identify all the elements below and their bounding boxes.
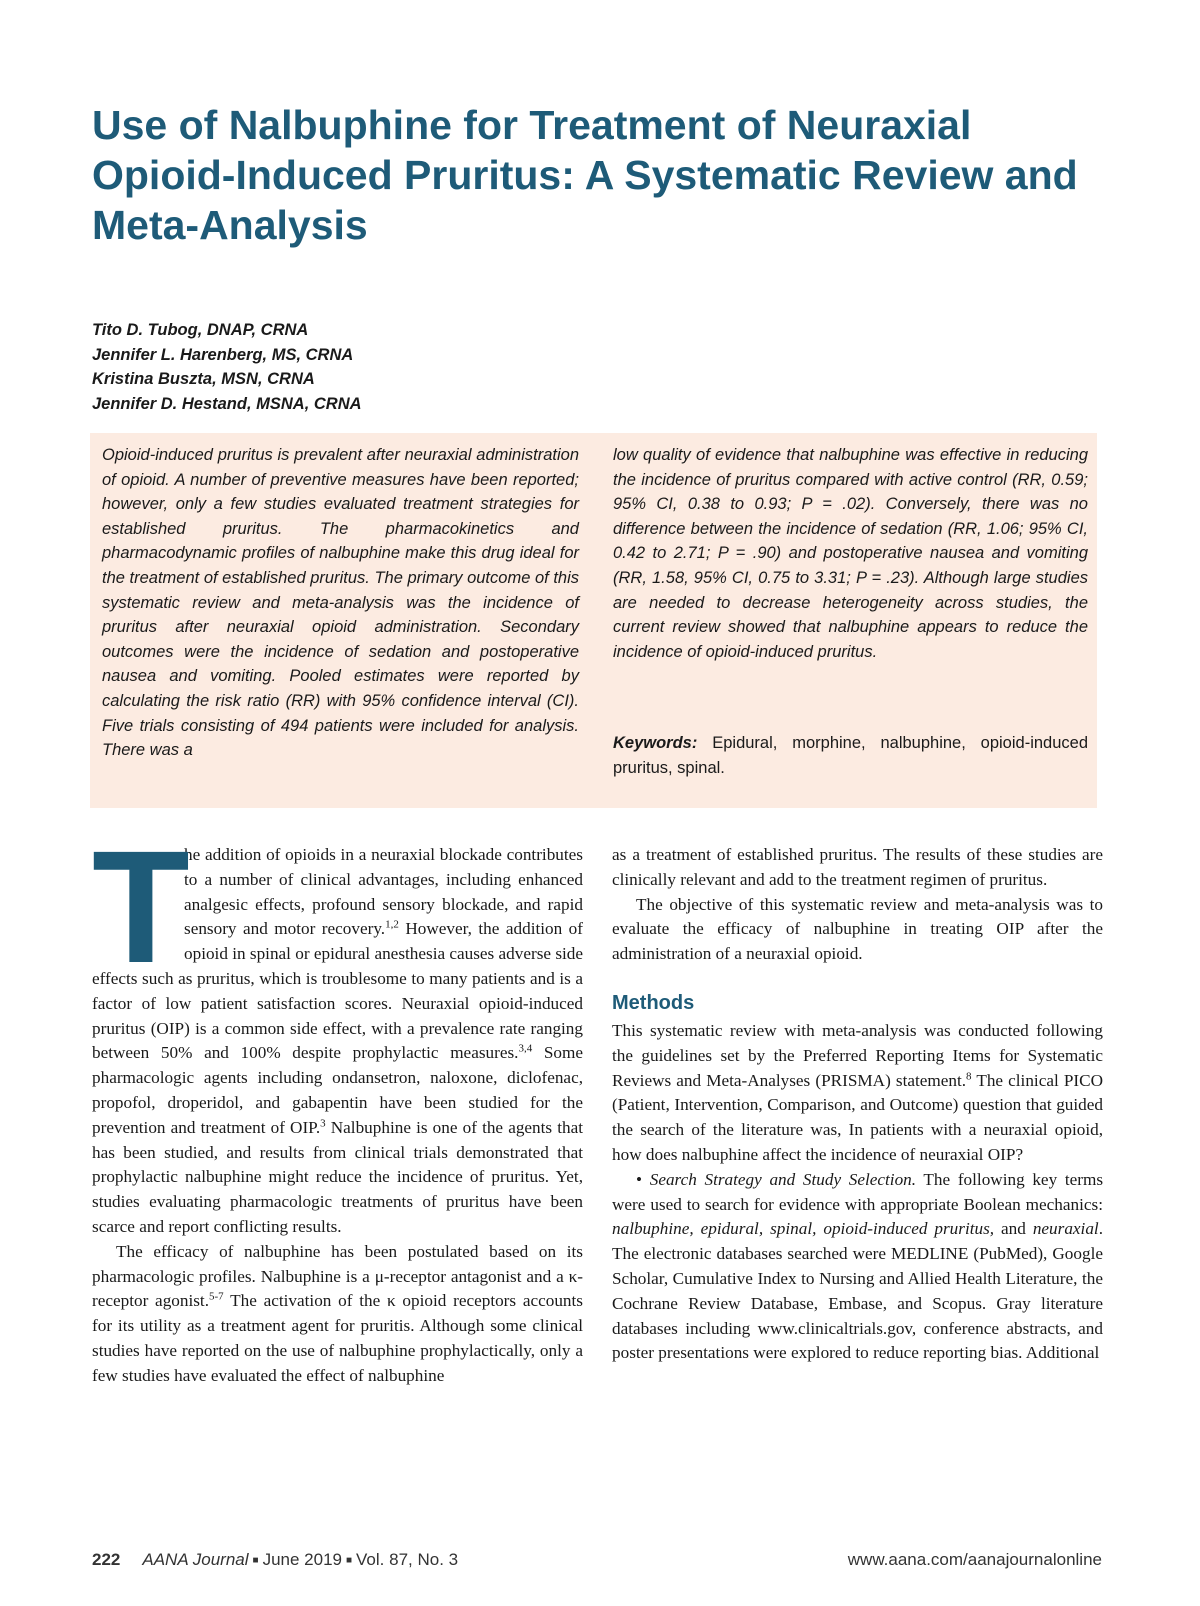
abstract-right-column: low quality of evidence that nalbuphine was effective in reducing the incidence of pruritus compared with active control (RR, 0.59; 95% CI, 0.38 to 0.93; P = .02). Conversely, there was no difference between the incidence of sedation (RR, 1.06; 95% CI, 0.42 to 2.71; P = .90) and postoperative nausea and vomiting (RR, 1.58, 95% CI, 0.75 to 3.31; P = .23). Although large studies are needed to decrease heterogeneity across studies, the current review showed that nalbuphine appears to reduce the incidence of opioid-induced pruritus.: [613, 446, 1088, 661]
intro-paragraph-2: The efficacy of nalbuphine has been postulated based on its pharmacologic profiles. Nalbuphine is a μ-receptor antagonist and a κ-receptor agonist.$^{5-7}$ The activation of the κ opioid receptors accounts for its utility as a treatment agent for pruritis. Although some clinical studies have reported on the use of nalbuphine prophylactically, only a few studies have evaluated the effect of nalbuphine: [92, 1241, 583, 1385]
abstract-box: [90, 433, 1097, 808]
journal-name: AANA Journal: [142, 1550, 249, 1569]
journal-url[interactable]: www.aana.com/aanajournalonline: [847, 1550, 1102, 1569]
separator: ■: [345, 1555, 353, 1566]
methods-paragraph: This systematic review with meta-analysis was conducted following the guidelines set by the Preferred Reporting Items for Systematic Reviews and Meta-Analyses (PRISMA) statement.$^8$ The clinical PICO (Patient, Intervention, Comparison, and Outcome) question that guided the search of the literature was, In patients with a neuraxial opioid, how does nalbuphine affect the incidence of neuraxial OIP?: [612, 1020, 1103, 1164]
keywords-label: Keywords:: [613, 734, 698, 752]
volume: Vol. 87, No. 3: [356, 1550, 459, 1569]
page-footer: [92, 1550, 1102, 1570]
body-right-column: [612, 843, 1103, 1366]
keywords-text: Epidural, morphine, nalbuphine, opioid-induced pruritus, spinal.: [613, 734, 1088, 777]
bullet: •: [636, 1169, 643, 1189]
intro-paragraph-1: T he addition of opioids in a neuraxial blockade contributes to a number of clinical advantages, including enhanced analgesic effects, profound sensory blockade, and rapid sensory and motor recovery.$^{1,2}$ However, the addition of opioid in spinal or epidural anesthesia causes adverse side effects such as pruritus, which is troublesome to many patients and is a factor of low patient satisfaction scores. Neuraxial opioid-induced pruritus (OIP) is a common side effect, with a prevalence rate ranging between 50% and 100% despite prophylactic measures.$^{3,4}$ Some pharmacologic agents including ondansetron, naloxone, diclofenac, propofol, droperidol, and gabapentin have been studied for the prevention and treatment of OIP.$^3$ Nalbuphine is one of the agents that has been studied, and results from clinical trials demonstrated that prophylactic nalbuphine might reduce the incidence of pruritus. Yet, studies evaluating pharmacologic treatments of pruritus have been scarce and report conflicting results.: [92, 817, 584, 1236]
article-title: Use of Nalbuphine for Treatment of Neuraxial Opioid-Induced Pruritus: A Systematic Review and Meta-Analysis: [92, 102, 1078, 248]
page-number: 222: [92, 1550, 121, 1569]
objective-paragraph: The objective of this systematic review and meta-analysis was to evaluate the efficacy of nalbuphine in treating OIP after the administration of a neuraxial opioid.: [612, 894, 1103, 964]
author: Jennifer L. Harenberg, MS, CRNA: [92, 345, 354, 364]
methods-heading: Methods: [612, 991, 695, 1014]
drop-cap: T: [92, 817, 190, 996]
body-left-column: [92, 817, 584, 1389]
abstract-left-column: Opioid-induced pruritus is prevalent after neuraxial administration of opioid. A number of preventive measures have been reported; however, only a few studies evaluated treatment strategies for established pruritus. The pharmacokinetics and pharmacodynamic profiles of nalbuphine make this drug ideal for the treatment of established pruritus. The primary outcome of this systematic review and meta-analysis was the incidence of pruritus after neuraxial opioid administration. Secondary outcomes were the incidence of sedation and postoperative nausea and vomiting. Pooled estimates were reported by calculating the risk ratio (RR) with 95% confidence interval (CI). Five trials consisting of 494 patients were included for analysis. There was a: [102, 446, 579, 760]
author: Jennifer D. Hestand, MSNA, CRNA: [92, 394, 362, 413]
subsection-lead: Search Strategy and Study Selection.: [649, 1169, 917, 1189]
issue-date: June 2019: [262, 1550, 342, 1569]
author-list: [92, 318, 692, 416]
separator: ■: [252, 1555, 259, 1566]
author: Kristina Buszta, MSN, CRNA: [92, 370, 315, 388]
search-strategy-paragraph: • Search Strategy and Study Selection. The following key terms were used to search for evidence with appropriate Boolean mechanics: nalbuphine, epidural, spinal, opioid-induced pruritus, and neuraxial. The electronic databases searched were MEDLINE (PubMed), Google Scholar, Cumulative Index to Nursing and Allied Health Literature, the Cochrane Review Database, Embase, and Scopus. Gray literature databases including www.clinicaltrials.gov, conference abstracts, and poster presentations were explored to reduce reporting bias. Additional: [612, 1169, 1104, 1363]
author: Tito D. Tubog, DNAP, CRNA: [92, 321, 309, 339]
keywords: [613, 731, 1088, 780]
intro-paragraph-2-continued: as a treatment of established pruritus. The results of these studies are clinically relevant and add to the treatment regimen of pruritus.: [612, 845, 1103, 889]
